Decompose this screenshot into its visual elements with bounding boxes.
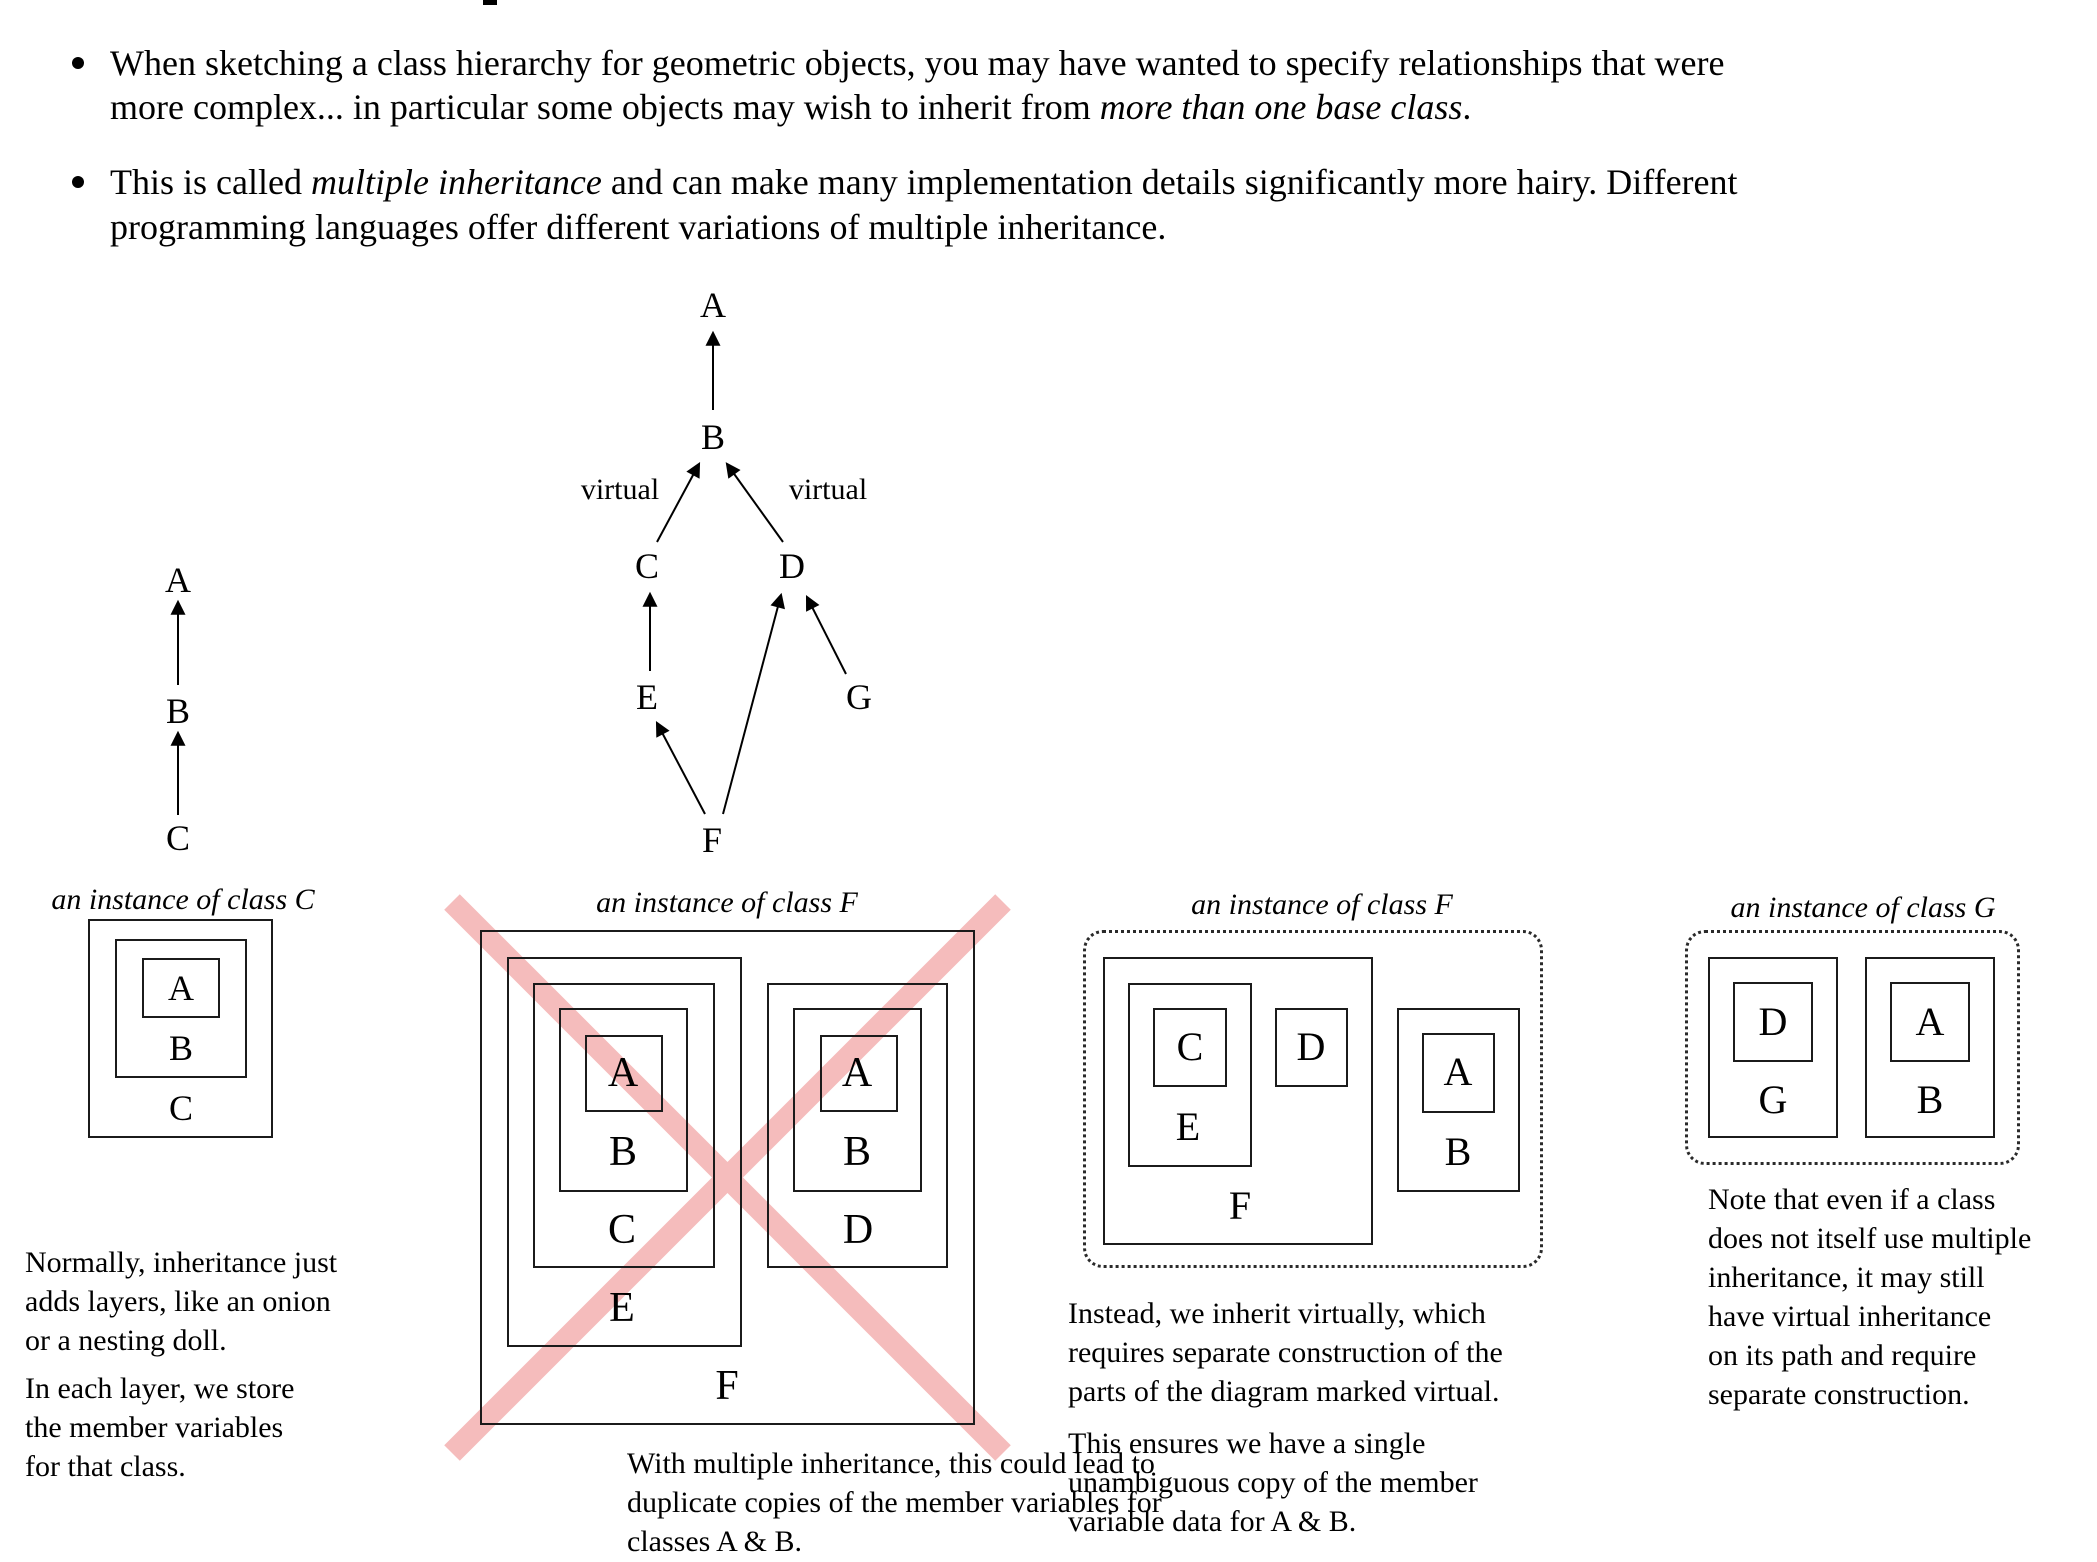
instance-f-multiple-title: an instance of class F — [596, 886, 858, 919]
crossed-out-x-mark — [452, 902, 1003, 1453]
bullet-2-line-2-seg-1: programming languages offer different variations of multiple inheritance. — [110, 207, 1167, 247]
cropped-title-fragment — [483, 0, 497, 5]
instance-f-virtual-caption-2-line-2: unambiguous copy of the member — [1068, 1466, 1478, 1499]
instance-g-label-B-3: B — [1916, 1077, 1944, 1122]
diamond-arrow-F-to-D — [723, 595, 781, 814]
bullet-1-line-2-seg-3: . — [1462, 87, 1472, 127]
diamond-class-node-C: C — [634, 546, 660, 586]
instance-c-caption-1-line-2: adds layers, like an onion — [25, 1285, 331, 1318]
instance-f-multiple-label-B-1: B — [608, 1129, 638, 1175]
instance-g-caption-1-line-5: on its path and require — [1708, 1339, 1977, 1372]
instance-c-caption-2-line-2: the member variables — [25, 1411, 284, 1444]
diamond-class-node-A: A — [700, 285, 726, 325]
instance-g-title: an instance of class G — [1730, 891, 1996, 924]
instance-g-caption-1-line-3: inheritance, it may still — [1708, 1261, 1985, 1294]
instance-g-caption-1-line-6: separate construction. — [1708, 1378, 1970, 1411]
bullet-1-line-1-seg-1: When sketching a class hierarchy for geometric objects, you may have wanted to specify relationships that were — [110, 43, 1725, 83]
instance-f-virtual-caption-2-line-3: variable data for A & B. — [1068, 1505, 1357, 1538]
instance-f-multiple-label-C-2: C — [607, 1207, 637, 1253]
instance-g-label-G-2: G — [1758, 1077, 1788, 1122]
simple-chain-class-node-A: A — [165, 560, 191, 600]
diamond-arrow-F-to-E — [657, 723, 705, 814]
diamond-class-node-B: B — [700, 417, 726, 457]
diamond-class-node-G: G — [846, 677, 872, 717]
instance-f-multiple-label-A-0: A — [607, 1050, 639, 1096]
instance-f-multiple-label-B-5: B — [842, 1129, 872, 1175]
instance-f-virtual-label-C-0: C — [1176, 1024, 1204, 1069]
diamond-class-node-E: E — [636, 677, 658, 717]
instance-f-multiple-caption-1-line-1: With multiple inheritance, this could lead to — [627, 1447, 1155, 1480]
instance-f-virtual-label-E-3: E — [1175, 1104, 1201, 1149]
instance-c-caption-2-line-1: In each layer, we store — [25, 1372, 295, 1405]
diamond-arrow-C-to-B — [657, 464, 699, 542]
diamond-arrow-G-to-D — [807, 597, 846, 674]
simple-chain-class-node-C: C — [165, 818, 191, 858]
bullet-1-line-2-seg-1: more complex... in particular some objects may wish to inherit from — [110, 87, 1100, 127]
instance-c-caption-1-line-1: Normally, inheritance just — [25, 1246, 338, 1279]
instance-c-title: an instance of class C — [51, 883, 315, 916]
instance-g-label-A-1: A — [1915, 999, 1945, 1044]
instance-f-virtual-label-F-5: F — [1228, 1183, 1252, 1228]
instance-f-virtual-label-D-1: D — [1296, 1024, 1326, 1069]
bullet-2-line-1-seg-1: This is called — [110, 162, 311, 202]
simple-chain-class-node-B: B — [165, 691, 191, 731]
instance-f-multiple-label-A-4: A — [841, 1050, 873, 1096]
diamond-virtual-label-1: virtual — [580, 473, 660, 506]
instance-c-label-B-1: B — [168, 1028, 194, 1068]
instance-g-caption-1-line-4: have virtual inheritance — [1708, 1300, 1992, 1333]
bullet-2-line-1-seg-3: and can make many implementation details significantly more hairy. Different — [601, 162, 1738, 202]
instance-c-label-A-0: A — [168, 968, 194, 1008]
instance-f-virtual-caption-1-line-3: parts of the diagram marked virtual. — [1068, 1375, 1500, 1408]
instance-f-virtual-caption-2-line-1: This ensures we have a single — [1068, 1427, 1426, 1460]
instance-f-multiple-caption-1-line-3: classes A & B. — [627, 1525, 803, 1558]
instance-f-virtual-label-A-2: A — [1443, 1049, 1473, 1094]
diamond-class-node-F: F — [701, 820, 723, 860]
instance-g-caption-1-line-2: does not itself use multiple — [1708, 1222, 2032, 1255]
instance-c-caption-2-line-3: for that class. — [25, 1450, 186, 1483]
diamond-virtual-label-2: virtual — [788, 473, 868, 506]
instance-g-caption-1-line-1: Note that even if a class — [1708, 1183, 1996, 1216]
instance-f-multiple-label-F-7: F — [715, 1363, 739, 1409]
inheritance-arrows — [178, 333, 846, 815]
instance-c-caption-1-line-3: or a nesting doll. — [25, 1324, 227, 1357]
instance-f-multiple-label-D-6: D — [842, 1207, 874, 1253]
instance-g-label-D-0: D — [1758, 999, 1788, 1044]
instance-f-virtual-title: an instance of class F — [1191, 888, 1453, 921]
instance-f-multiple-label-E-3: E — [609, 1285, 635, 1331]
diamond-arrow-D-to-B — [727, 464, 783, 542]
instance-f-virtual-caption-1-line-2: requires separate construction of the — [1068, 1336, 1503, 1369]
instance-c-label-C-2: C — [168, 1088, 194, 1128]
bullet-2-line-1-seg-2: multiple inheritance — [310, 162, 602, 202]
diamond-class-node-D: D — [779, 546, 805, 586]
instance-f-multiple-caption-1-line-2: duplicate copies of the member variables for — [627, 1486, 1162, 1519]
instance-f-virtual-caption-1-line-1: Instead, we inherit virtually, which — [1068, 1297, 1486, 1330]
bullet-1-line-2-seg-2: more than one base class — [1099, 87, 1463, 127]
instance-f-virtual-label-B-4: B — [1444, 1129, 1472, 1174]
